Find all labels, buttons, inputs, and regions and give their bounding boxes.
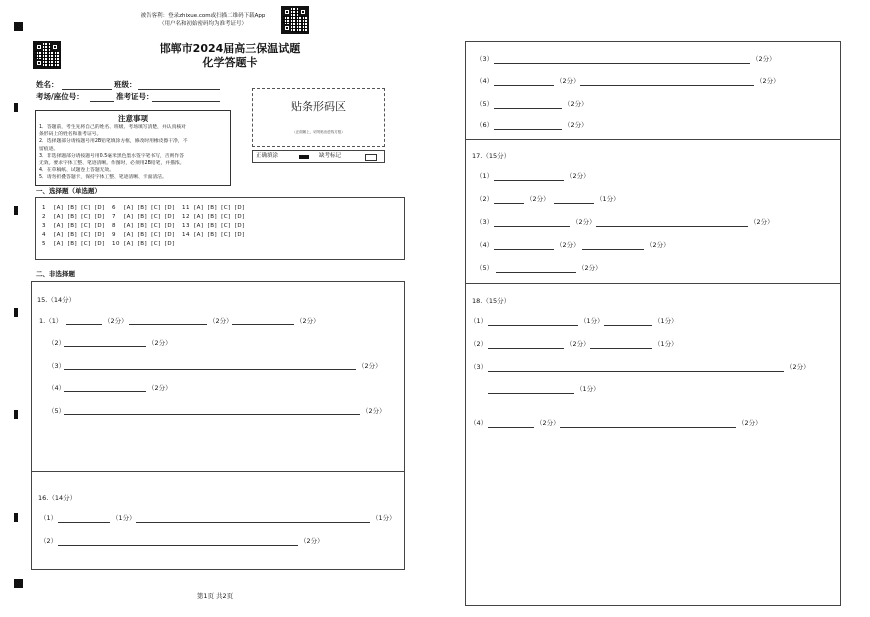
question-number: 13 bbox=[182, 223, 190, 229]
choice-grid bbox=[35, 197, 405, 260]
choice-bubble[interactable]: [D] bbox=[164, 223, 175, 229]
choice-bubble[interactable]: [D] bbox=[164, 232, 175, 238]
choice-bubble[interactable]: [D] bbox=[234, 214, 245, 220]
q15-p4-score: （2分） bbox=[148, 384, 172, 392]
choice-bubble[interactable]: [A] bbox=[194, 232, 204, 238]
question-number: 7 bbox=[112, 214, 116, 220]
choice-bubble[interactable]: [B] bbox=[207, 223, 218, 229]
choice-bubble[interactable]: [D] bbox=[94, 241, 105, 247]
q18-p3-blank2[interactable] bbox=[488, 393, 574, 394]
choice-bubble[interactable]: [C] bbox=[151, 241, 161, 247]
choice-bubble[interactable]: [D] bbox=[164, 241, 175, 247]
q18-p2-score2: （1分） bbox=[654, 340, 678, 348]
exam-id-label: 准考证号： bbox=[116, 92, 154, 101]
choice-row bbox=[112, 214, 175, 220]
q15-p1-score3: （2分） bbox=[296, 317, 320, 325]
timing-mark bbox=[14, 103, 18, 112]
page-number: 第1页 共2页 bbox=[196, 592, 234, 600]
notes-box bbox=[35, 110, 231, 186]
rt-p4-score2: （2分） bbox=[756, 77, 780, 85]
choice-bubble[interactable]: [C] bbox=[221, 214, 231, 220]
q15-p1-score1: （2分） bbox=[104, 317, 128, 325]
q15-p1-score2: （2分） bbox=[209, 317, 233, 325]
timing-mark bbox=[14, 579, 23, 588]
q15-p2-score: （2分） bbox=[148, 339, 172, 347]
rt-p4-score1: （2分） bbox=[556, 77, 580, 85]
q15-p1-label: 1.（1） bbox=[39, 317, 63, 325]
q15-p4-label: （4） bbox=[48, 384, 66, 392]
choice-bubble[interactable]: [B] bbox=[67, 232, 78, 238]
divider bbox=[466, 139, 840, 140]
rt-p5-score: （2分） bbox=[564, 100, 588, 108]
choice-row bbox=[112, 223, 175, 229]
question-number: 2 bbox=[42, 214, 46, 220]
q17-p3-blank2[interactable] bbox=[596, 226, 748, 227]
q17-p3-blank1[interactable] bbox=[494, 226, 570, 227]
choice-bubble[interactable]: [B] bbox=[67, 205, 78, 211]
q16-p2-score: （2分） bbox=[300, 537, 324, 545]
choice-bubble[interactable]: [B] bbox=[137, 232, 148, 238]
notes-line: 5．请勿折叠答题卡，保持字体工整、笔迹清晰、卡面清洁。 bbox=[39, 175, 167, 181]
q15-p3-score: （2分） bbox=[358, 362, 382, 370]
choice-bubble[interactable]: [A] bbox=[124, 232, 134, 238]
page-title: 邯郸市2024届高三保温试题 bbox=[159, 42, 301, 55]
choice-row bbox=[112, 205, 175, 211]
choice-bubble[interactable]: [B] bbox=[207, 205, 218, 211]
q16-p1-score2: （1分） bbox=[372, 514, 396, 522]
choice-bubble[interactable]: [A] bbox=[54, 214, 64, 220]
choice-row bbox=[42, 232, 105, 238]
choice-bubble[interactable]: [C] bbox=[151, 214, 161, 220]
choice-bubble[interactable]: [A] bbox=[194, 205, 204, 211]
question-number: 9 bbox=[112, 232, 116, 238]
q18-p2-score1: （2分） bbox=[566, 340, 590, 348]
q17-p2-blank1[interactable] bbox=[494, 203, 524, 204]
divider bbox=[466, 283, 840, 284]
q17-p4-label: （4） bbox=[476, 241, 494, 249]
filled-box-icon bbox=[299, 155, 309, 159]
q15-p1-blank3[interactable] bbox=[232, 324, 294, 325]
q17-p1-label: （1） bbox=[476, 172, 494, 180]
q18-p2-blank2[interactable] bbox=[590, 348, 652, 349]
qr-code-icon bbox=[281, 6, 309, 34]
choice-bubble[interactable]: [C] bbox=[151, 232, 161, 238]
notes-line: 4．在草稿纸、试题卷上答题无效。 bbox=[39, 168, 115, 174]
q17-p5-label: （5） bbox=[476, 264, 494, 272]
rt-p5-blank[interactable] bbox=[494, 108, 562, 109]
room-field[interactable] bbox=[90, 101, 114, 102]
section1-title: 一、选择题（单选题） bbox=[36, 187, 101, 195]
choice-bubble[interactable]: [A] bbox=[54, 223, 64, 229]
question-number: 6 bbox=[112, 205, 116, 211]
choice-bubble[interactable]: [A] bbox=[194, 214, 204, 220]
choice-bubble[interactable]: [C] bbox=[81, 223, 91, 229]
choice-bubble[interactable]: [B] bbox=[207, 214, 218, 220]
question-number: 1 bbox=[42, 205, 46, 211]
q18-p3-label: （3） bbox=[470, 363, 488, 371]
q18-p2-label: （2） bbox=[470, 340, 488, 348]
q17-p4-score2: （2分） bbox=[646, 241, 670, 249]
q18-p3-blank1[interactable] bbox=[488, 371, 784, 372]
choice-bubble[interactable]: [D] bbox=[234, 223, 245, 229]
q17-p2-label: （2） bbox=[476, 195, 494, 203]
rt-p4-blank1[interactable] bbox=[494, 85, 554, 86]
q15-p1-blank2[interactable] bbox=[129, 324, 207, 325]
rt-p6-label: （6） bbox=[476, 121, 494, 129]
choice-bubble[interactable]: [B] bbox=[137, 223, 148, 229]
timing-mark bbox=[14, 308, 18, 317]
choice-bubble[interactable]: [C] bbox=[81, 241, 91, 247]
barcode-area bbox=[252, 88, 385, 147]
q15-p3-label: （3） bbox=[48, 362, 66, 370]
question-number: 8 bbox=[112, 223, 116, 229]
q17-p3-score2: （2分） bbox=[750, 218, 774, 226]
choice-bubble[interactable]: [C] bbox=[221, 205, 231, 211]
choice-bubble[interactable]: [D] bbox=[94, 205, 105, 211]
choice-bubble[interactable]: [A] bbox=[194, 223, 204, 229]
notes-line: 1．答题前，考生先将自己的姓名、班级、考场填写清楚，并认真核对 bbox=[39, 125, 186, 130]
q15-p5-blank[interactable] bbox=[64, 414, 360, 415]
choice-bubble[interactable]: [A] bbox=[124, 223, 134, 229]
q18-p1-label: （1） bbox=[470, 317, 488, 325]
room-label: 考场/座位号： bbox=[36, 92, 84, 101]
q18-p3-score2: （1分） bbox=[576, 385, 600, 393]
barcode-label: 贴条形码区 bbox=[291, 100, 346, 113]
rt-p4-blank2[interactable] bbox=[580, 85, 754, 86]
right-column bbox=[465, 41, 841, 606]
q15-p5-label: （5） bbox=[48, 407, 66, 415]
choice-row bbox=[42, 205, 105, 211]
q17-p2-blank2[interactable] bbox=[554, 203, 594, 204]
q15-p4-blank[interactable] bbox=[64, 391, 146, 392]
q17-p3-label: （3） bbox=[476, 218, 494, 226]
q17-p4-blank1[interactable] bbox=[494, 249, 554, 250]
question-number: 10 bbox=[112, 241, 120, 247]
q16-p2-blank[interactable] bbox=[58, 545, 298, 546]
q17-p4-blank2[interactable] bbox=[582, 249, 644, 250]
choice-bubble[interactable]: [A] bbox=[54, 232, 64, 238]
q18-title: 18.（15分） bbox=[472, 297, 511, 305]
q17-p3-score1: （2分） bbox=[572, 218, 596, 226]
choice-bubble[interactable]: [A] bbox=[54, 241, 64, 247]
choice-row bbox=[112, 232, 175, 238]
choice-bubble[interactable]: [B] bbox=[137, 241, 148, 247]
q15-box bbox=[31, 281, 405, 472]
q15-p1-blank1[interactable] bbox=[66, 324, 102, 325]
barcode-hint: （正面朝上，切勿贴出虚线方框） bbox=[292, 130, 345, 134]
q16-p1-score1: （1分） bbox=[112, 514, 136, 522]
choice-row bbox=[182, 232, 245, 238]
q15-title: 15.（14分） bbox=[37, 296, 76, 304]
q16-p1-label: （1） bbox=[40, 514, 58, 522]
notes-list bbox=[36, 124, 230, 182]
choice-row bbox=[42, 223, 105, 229]
choice-row bbox=[112, 241, 175, 247]
q17-p1-score: （2分） bbox=[566, 172, 590, 180]
timing-mark bbox=[14, 206, 18, 215]
q17-p4-score1: （2分） bbox=[556, 241, 580, 249]
choice-bubble[interactable]: [C] bbox=[151, 223, 161, 229]
choice-bubble[interactable]: [B] bbox=[67, 241, 78, 247]
q18-p2-blank1[interactable] bbox=[488, 348, 564, 349]
q17-p5-score: （2分） bbox=[578, 264, 602, 272]
q17-p2-score2: （1分） bbox=[596, 195, 620, 203]
q18-p1-blank2[interactable] bbox=[604, 325, 652, 326]
question-number: 14 bbox=[182, 232, 190, 238]
choice-bubble[interactable]: [B] bbox=[67, 223, 78, 229]
choice-bubble[interactable]: [C] bbox=[221, 232, 231, 238]
q18-p4-score1: （2分） bbox=[536, 419, 560, 427]
missing-mark-box[interactable] bbox=[365, 154, 377, 161]
choice-bubble[interactable]: [C] bbox=[221, 223, 231, 229]
choice-bubble[interactable]: [C] bbox=[151, 205, 161, 211]
choice-bubble[interactable]: [C] bbox=[81, 214, 91, 220]
q18-p1-score1: （1分） bbox=[580, 317, 604, 325]
choice-row bbox=[182, 205, 245, 211]
choice-bubble[interactable]: [B] bbox=[67, 214, 78, 220]
choice-bubble[interactable]: [D] bbox=[94, 232, 105, 238]
q18-p4-label: （4） bbox=[470, 419, 488, 427]
notes-line: 2．选择题部分请按题号用2B铅笔填涂方框，修改时用橡皮擦干净，不 bbox=[39, 139, 188, 145]
timing-mark bbox=[14, 513, 18, 522]
choice-row bbox=[182, 214, 245, 220]
choice-bubble[interactable]: [A] bbox=[124, 214, 134, 220]
q18-p1-score2: （1分） bbox=[654, 317, 678, 325]
choice-row bbox=[42, 214, 105, 220]
q17-title: 17.（15分） bbox=[472, 152, 511, 160]
timing-mark bbox=[14, 22, 23, 31]
question-number: 4 bbox=[42, 232, 46, 238]
choice-bubble[interactable]: [C] bbox=[81, 205, 91, 211]
question-number: 3 bbox=[42, 223, 46, 229]
promo-line-2: （用户名和初始密码均为准考证号） bbox=[158, 21, 247, 27]
q16-p1-blank1[interactable] bbox=[58, 522, 110, 523]
q16-box bbox=[31, 471, 405, 570]
choice-bubble[interactable]: [A] bbox=[54, 205, 64, 211]
q17-p5-blank[interactable] bbox=[496, 272, 576, 273]
rt-p5-label: （5） bbox=[476, 100, 494, 108]
q18-p4-blank1[interactable] bbox=[488, 427, 534, 428]
promo-line-1: 被告客利：登录zhixue.com或扫描二维码下载App bbox=[140, 13, 266, 19]
notes-line: 条形码上的姓名和准考证号。 bbox=[39, 132, 102, 138]
choice-bubble[interactable]: [D] bbox=[164, 205, 175, 211]
notes-line: 3．非选择题部分请按题号用0.5毫米黑色墨水签字笔书写，否则作答 bbox=[39, 153, 184, 159]
q15-p5-score: （2分） bbox=[362, 407, 386, 415]
class-label: 班级： bbox=[114, 80, 137, 89]
choice-row bbox=[182, 223, 245, 229]
missing-label: 缺考标记 bbox=[319, 153, 342, 159]
qr-code-icon bbox=[33, 41, 61, 69]
exam-id-field[interactable] bbox=[152, 101, 220, 102]
fill-legend bbox=[252, 150, 385, 163]
rt-p6-score: （2分） bbox=[564, 121, 588, 129]
choice-bubble[interactable]: [D] bbox=[164, 214, 175, 220]
section2-title: 二、非选择题 bbox=[36, 270, 75, 278]
notes-title: 注意事项 bbox=[118, 114, 148, 123]
q18-p1-blank1[interactable] bbox=[488, 325, 578, 326]
q17-p2-score1: （2分） bbox=[526, 195, 550, 203]
choice-bubble[interactable]: [B] bbox=[137, 214, 148, 220]
page-subtitle: 化学答题卡 bbox=[202, 56, 258, 69]
q16-p2-label: （2） bbox=[40, 537, 58, 545]
class-field[interactable] bbox=[138, 89, 220, 90]
q15-p2-blank[interactable] bbox=[64, 346, 146, 347]
choice-bubble[interactable]: [B] bbox=[137, 205, 148, 211]
rt-p4-label: （4） bbox=[476, 77, 494, 85]
question-number: 5 bbox=[42, 241, 46, 247]
choice-bubble[interactable]: [C] bbox=[81, 232, 91, 238]
choice-bubble[interactable]: [A] bbox=[124, 241, 134, 247]
name-field[interactable] bbox=[62, 89, 112, 90]
notes-line: 留痕迹。 bbox=[39, 146, 59, 152]
choice-bubble[interactable]: [D] bbox=[94, 214, 105, 220]
q15-p2-label: （2） bbox=[48, 339, 66, 347]
question-number: 11 bbox=[182, 205, 190, 211]
q15-p3-blank[interactable] bbox=[64, 369, 356, 370]
q18-p4-blank2[interactable] bbox=[560, 427, 736, 428]
q16-title: 16.（14分） bbox=[38, 494, 77, 502]
choice-bubble[interactable]: [D] bbox=[234, 205, 245, 211]
name-label: 姓名： bbox=[36, 80, 59, 89]
choice-bubble[interactable]: [B] bbox=[207, 232, 218, 238]
q17-p1-blank[interactable] bbox=[494, 180, 564, 181]
rt-p6-blank[interactable] bbox=[494, 129, 562, 130]
question-number: 12 bbox=[182, 214, 190, 220]
choice-bubble[interactable]: [A] bbox=[124, 205, 134, 211]
rt-p3-label: （3） bbox=[476, 55, 494, 63]
notes-line: 无效。要求字体工整、笔迹清晰。作图时，必须用2B铅笔，并描浓。 bbox=[39, 161, 185, 167]
choice-bubble[interactable]: [D] bbox=[94, 223, 105, 229]
rt-p3-score: （2分） bbox=[752, 55, 776, 63]
q18-p3-score1: （2分） bbox=[786, 363, 810, 371]
q18-p4-score2: （2分） bbox=[738, 419, 762, 427]
correct-fill-label: 正确填涂 bbox=[256, 153, 279, 159]
choice-row bbox=[42, 241, 105, 247]
rt-p3-blank[interactable] bbox=[494, 63, 750, 64]
q16-p1-blank2[interactable] bbox=[136, 522, 370, 523]
choice-bubble[interactable]: [D] bbox=[234, 232, 245, 238]
timing-mark bbox=[14, 410, 18, 419]
